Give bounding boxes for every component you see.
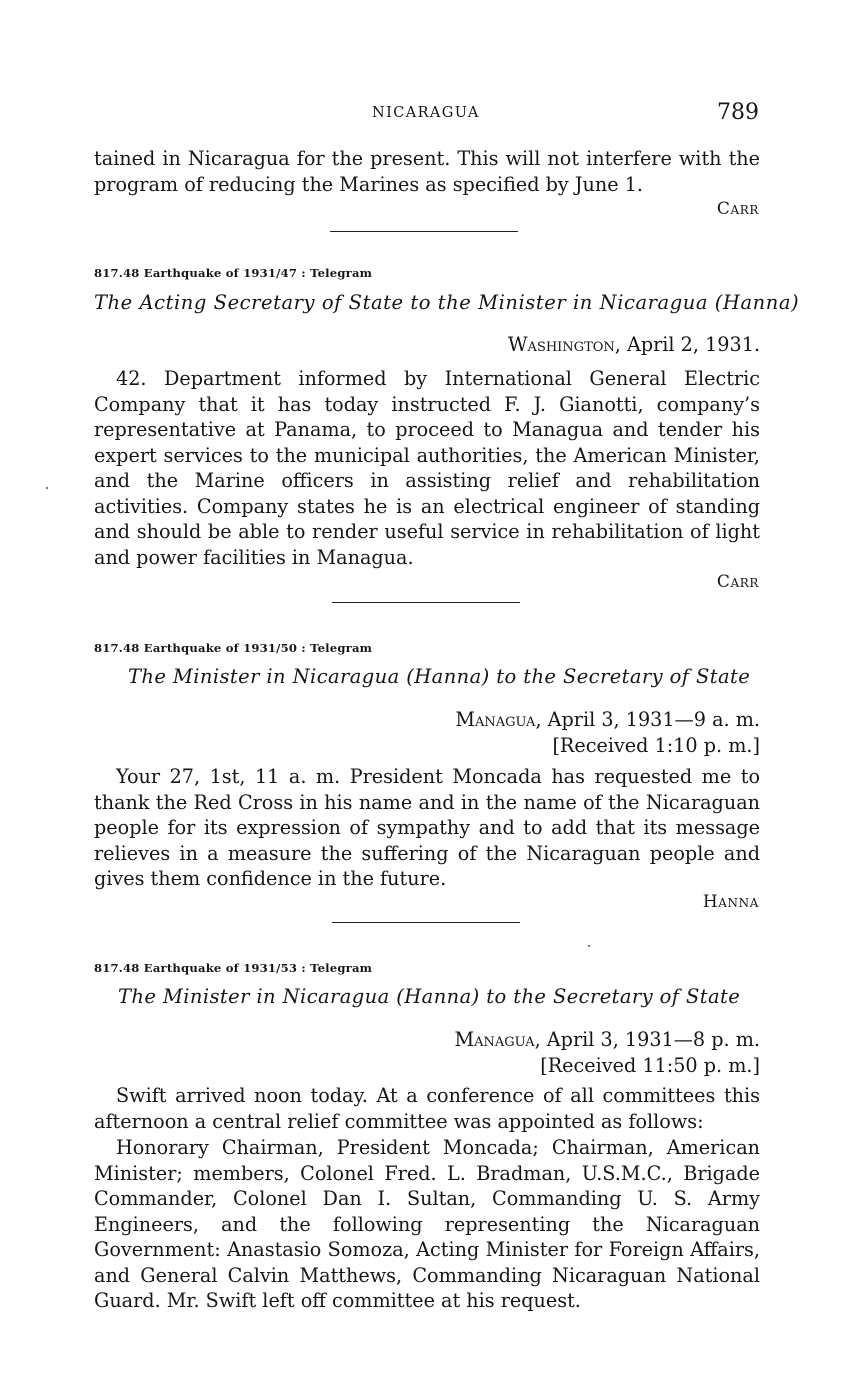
file-number: 817.48 Earthquake of 1931/47 : Telegram [94,266,373,280]
dateline [454,1028,760,1051]
document-heading: The Minister in Nicaragua (Hanna) to the Secretary of State [118,985,741,1008]
section-divider [330,231,518,232]
dateline-place: Managua [454,1028,535,1051]
scan-speck [588,945,590,947]
dateline-place: Washington [507,333,615,356]
document-paragraph: Honorary Chairman, President Moncada; Chairman, American Minister; members, Colonel Fred. L. Bradman, U.S.M.C., Brigade Commander, Colonel Dan I. Sultan, Commanding U. S. Army Engineers, and the following representing the Nicaraguan Government: Anastasio Somoza, Acting Minister for Foreign Affairs, and General Calvin Matthews, Commanding Nicaraguan National Guard. Mr. Swift left off committee at his request. [94,1136,760,1312]
dateline-date: , April 2, 1931. [614,333,760,356]
document-heading: The Minister in Nicaragua (Hanna) to the Secretary of State [128,665,751,688]
section-divider [332,922,520,923]
document-heading: The Acting Secretary of State to the Minister in Nicaragua (Hanna) [94,291,800,314]
dateline [508,333,760,356]
document-signature: Carr [716,572,759,592]
document-signature: Hanna [702,892,759,912]
continuation-signature: Carr [716,199,759,219]
dateline-date: , April 3, 1931—9 a. m. [535,708,760,731]
document-paragraph: 42. Department informed by International General Electric Company that it has today instructed F. J. Gianotti, company’s representative at Panama, to proceed to Managua and tender his expert services to the municipal authorities, the American Minister, and the Marine officers in assisting relief and rehabilitation activities. Company states he is an electrical engineer of standing and should be able to render useful service in rehabilitation of light and power facilities in Managua. [94,367,760,569]
received-line: [Received 11:50 p. m.] [540,1054,760,1077]
document-paragraph: Swift arrived noon today. At a conference of all committees this afternoon a central relief committee was appointed as follows: [94,1084,760,1133]
dateline-place: Managua [455,708,536,731]
received-line: [Received 1:10 p. m.] [552,734,760,757]
file-number: 817.48 Earthquake of 1931/53 : Telegram [94,961,373,975]
running-head-title: NICARAGUA [372,105,480,121]
dateline-date: , April 3, 1931—8 p. m. [534,1028,760,1051]
file-number: 817.48 Earthquake of 1931/50 : Telegram [94,641,373,655]
page-number: 789 [717,100,759,125]
section-divider [332,602,520,603]
continuation-text: tained in Nicaragua for the present. This will not interfere with the program of reducing the Marines as specified by June 1. [94,147,760,196]
scan-speck [46,487,48,489]
dateline [455,708,760,731]
running-head [0,102,863,126]
document-paragraph: Your 27, 1st, 11 a. m. President Moncada has requested me to thank the Red Cross in his name and in the name of the Nicaraguan people for its expression of sympathy and to add that its message relieves in a measure the suffering of the Nicaraguan people and gives them confidence in the future. [94,765,760,890]
